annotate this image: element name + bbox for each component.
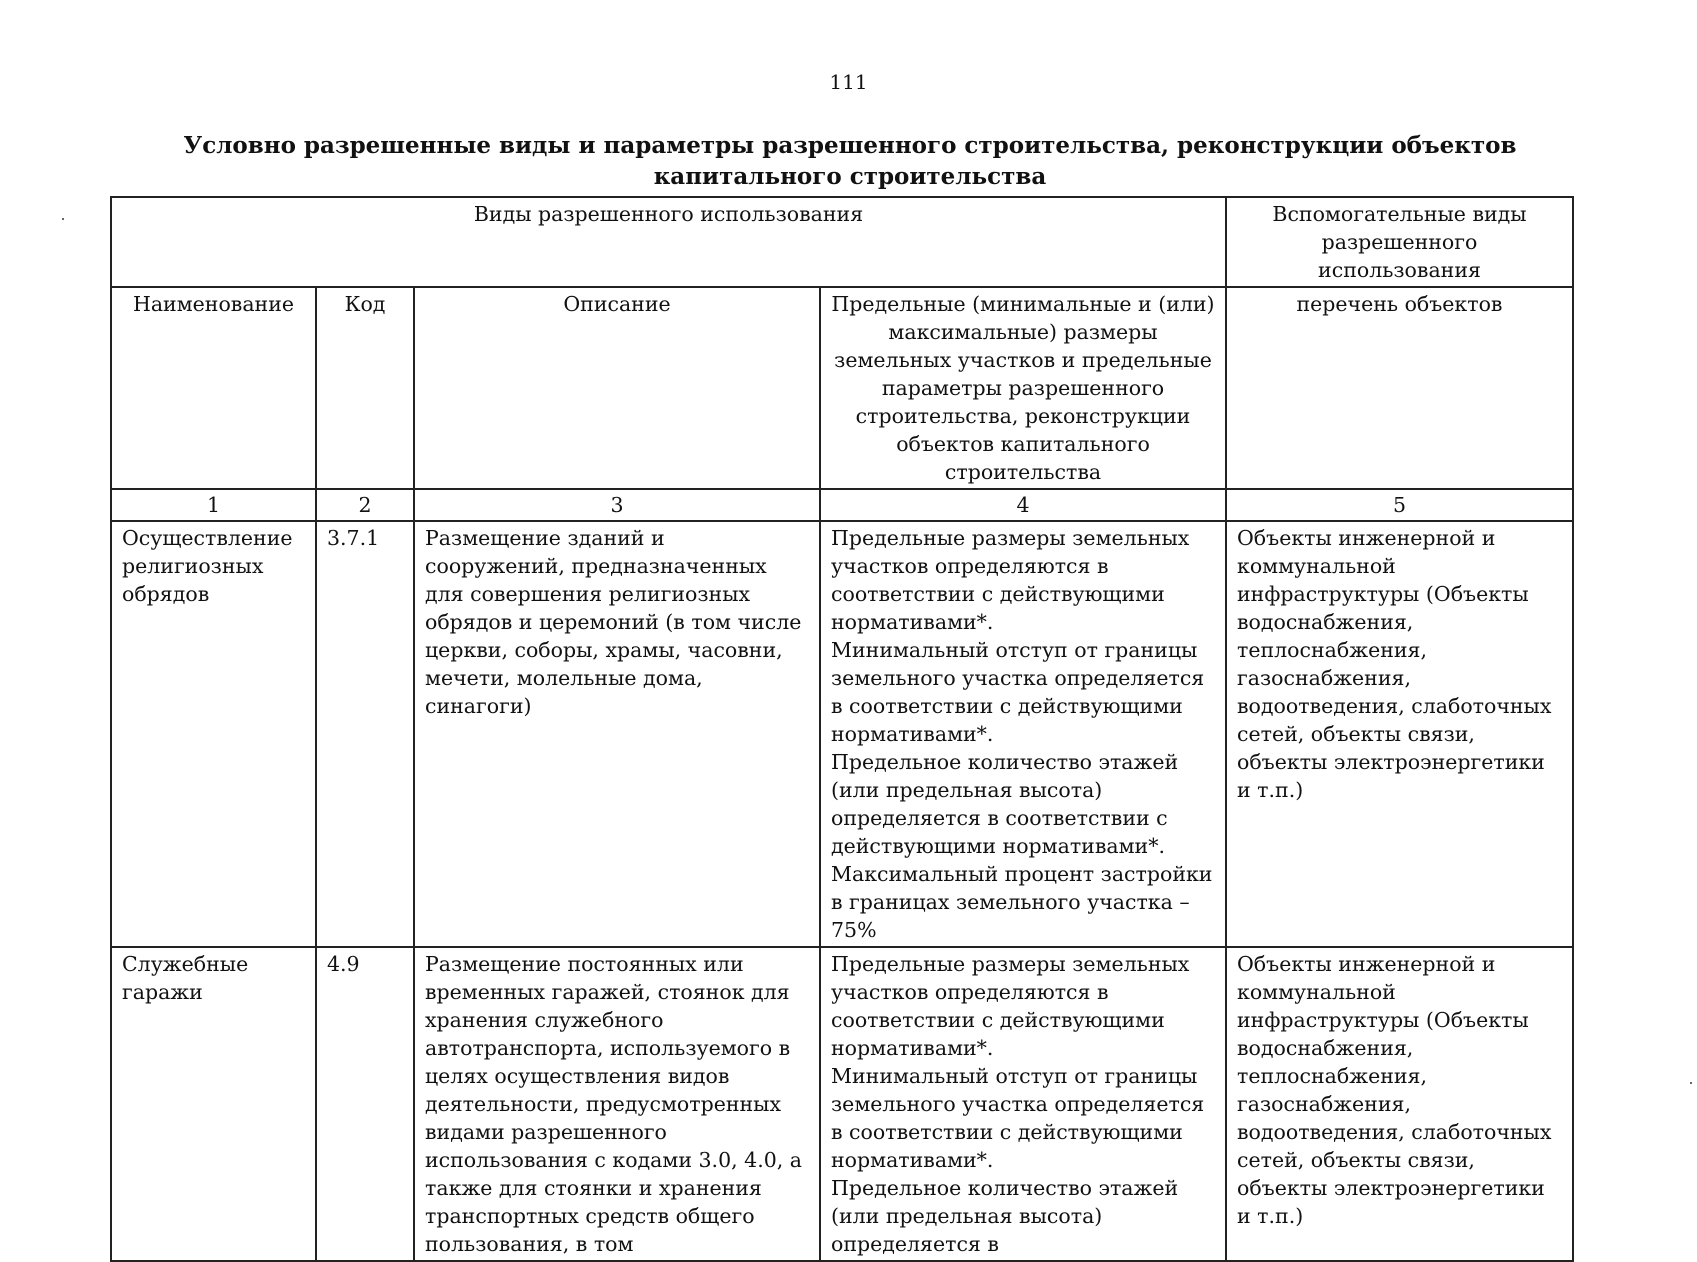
- parameter-line: Минимальный отступ от границы земельного участка определяется в соответствии с действующими нормативами*.: [831, 1064, 1205, 1172]
- column-header-parameters: Предельные (минимальные и (или) максимальные) размеры земельных участков и предельные параметры разрешенного строительства, реконструкции объектов капитального строительства: [820, 287, 1226, 489]
- column-header-row: [111, 287, 1573, 489]
- column-header-description: Описание: [414, 287, 820, 489]
- column-header-objects-list: перечень объектов: [1226, 287, 1573, 489]
- column-number: 1: [111, 489, 316, 521]
- use-description: Размещение постоянных или временных гаражей, стоянок для хранения служебного автотранспорта, используемого в целях осуществления видов деятельности, предусмотренных видами разрешенного использования с кодами 3.0, 4.0, а также для стоянки и хранения транспортных средств общего пользования, в том: [414, 947, 820, 1261]
- regulations-table: [110, 196, 1574, 1262]
- document-title: Условно разрешенные виды и параметры разрешенного строительства, реконструкции объектов капитального строительства: [183, 132, 1517, 190]
- auxiliary-objects: Объекты инженерной и коммунальной инфраструктуры (Объекты водоснабжения, теплоснабжения, газоснабжения, водоотведения, слаботочных сетей, объекты связи, объекты электроэнергетики и т.п.): [1226, 521, 1573, 947]
- group-header-permitted-uses: Виды разрешенного использования: [111, 197, 1226, 287]
- column-number: 3: [414, 489, 820, 521]
- parameter-line: Предельное количество этажей (или предельная высота) определяется в: [831, 1176, 1179, 1256]
- use-name: Служебные гаражи: [111, 947, 316, 1261]
- scan-speck: [62, 218, 64, 220]
- use-code: 4.9: [316, 947, 414, 1261]
- parameter-line: Максимальный процент застройки в границах земельного участка – 75%: [831, 862, 1213, 942]
- use-code: 3.7.1: [316, 521, 414, 947]
- table-row: [111, 947, 1573, 1261]
- use-name: Осуществление религиозных обрядов: [111, 521, 316, 947]
- column-number-row: [111, 489, 1573, 521]
- use-parameters: [820, 521, 1226, 947]
- scan-speck: [1690, 1082, 1692, 1084]
- regulations-table-wrapper: [110, 196, 1572, 1256]
- column-number: 4: [820, 489, 1226, 521]
- group-header-auxiliary-uses: Вспомогательные виды разрешенного использования: [1226, 197, 1573, 287]
- table-row: [111, 521, 1573, 947]
- column-number: 2: [316, 489, 414, 521]
- column-number: 5: [1226, 489, 1573, 521]
- group-header-row: [111, 197, 1573, 287]
- parameter-line: Предельные размеры земельных участков определяются в соответствии с действующими нормативами*.: [831, 952, 1190, 1060]
- parameter-line: Предельные размеры земельных участков определяются в соответствии с действующими нормативами*.: [831, 526, 1190, 634]
- column-header-code: Код: [316, 287, 414, 489]
- use-description: Размещение зданий и сооружений, предназначенных для совершения религиозных обрядов и церемоний (в том числе церкви, соборы, храмы, часовни, мечети, молельные дома, синагоги): [414, 521, 820, 947]
- parameter-line: Предельное количество этажей (или предельная высота) определяется в соответствии с действующими нормативами*.: [831, 750, 1179, 858]
- column-header-name: Наименование: [111, 287, 316, 489]
- auxiliary-objects: Объекты инженерной и коммунальной инфраструктуры (Объекты водоснабжения, теплоснабжения, газоснабжения, водоотведения, слаботочных сетей, объекты связи, объекты электроэнергетики и т.п.): [1226, 947, 1573, 1261]
- use-parameters: [820, 947, 1226, 1261]
- page-number: 111: [829, 70, 868, 94]
- parameter-line: Минимальный отступ от границы земельного участка определяется в соответствии с действующими нормативами*.: [831, 638, 1205, 746]
